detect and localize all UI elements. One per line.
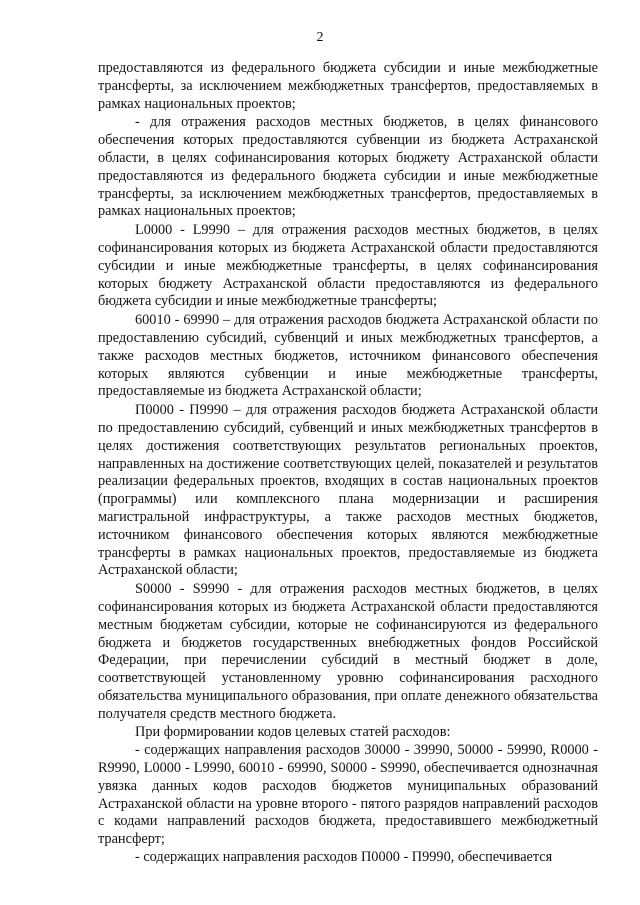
paragraph: - для отражения расходов местных бюджетов, в целях финансового обеспечения которых предоставляются субвенции из бюджета Астраханской области, в целях софинансирования которых бюджету Астраханской области предоставляются из федерального бюджета субсидии и иные межбюджетные трансферты, за исключением межбюджетных трансфертов, предоставляемых в рамках национальных проектов; [98, 114, 598, 220]
page-number: 2 [316, 30, 324, 45]
paragraph: - содержащих направления расходов П0000 - П9990, обеспечивается [135, 849, 553, 866]
paragraph: - содержащих направления расходов 30000 - 39990, 50000 - 59990, R0000 - R9990, L0000 - L9990, 60010 - 69990, S0000 - S9990, обеспечивается однозначная увязка данных кодов расходов бюджетов муниципальных образований Астраханской области на уровне второго - пятого разрядов направлений расходов с кодами направлений расходов бюджета, предоставившего межбюджетный трансферт; [98, 742, 598, 848]
paragraph: L0000 - L9990 – для отражения расходов местных бюджетов, в целях софинансирования которых из бюджета Астраханской области предоставляются субсидии и иные межбюджетные трансферты, в целях софинансирования которых бюджету Астраханской области предоставляются из федерального бюджета субсидии и иные межбюджетные трансферты; [98, 222, 598, 310]
paragraph: предоставляются из федерального бюджета субсидии и иные межбюджетные трансферты, за исключением межбюджетных трансфертов, предоставляемых в рамках национальных проектов; [98, 60, 598, 112]
paragraph: S0000 - S9990 - для отражения расходов местных бюджетов, в целях софинансирования которых из бюджета Астраханской области предоставляются местным бюджетам субсидии, которые не софинансируются из федерального бюджета и бюджетов государственных внебюджетных фондов Российской Федерации, при перечислении субсидий в местный бюджет в доле, соответствующей установленному уровню софинансирования расходного обязательства муниципального образования, при оплате денежного обязательства получателя средств местного бюджета. [98, 581, 598, 722]
paragraph: П0000 - П9990 – для отражения расходов бюджета Астраханской области по предоставлению субсидий, субвенций и иных межбюджетных трансфертов в целях достижения соответствующих результатов региональных проектов, направленных на достижение соответствующих целей, показателей и результатов реализации федеральных проектов, входящих в состав национальных проектов (программы) или комплексного плана модернизации и расширения магистральной инфраструктуры, а также расходов местных бюджетов, источником финансового обеспечения которых являются межбюджетные трансферты в рамках национальных проектов, предоставляемые из бюджета Астраханской области; [98, 402, 598, 579]
document-body [98, 60, 598, 867]
paragraph: При формировании кодов целевых статей расходов: [135, 724, 451, 741]
paragraph: 60010 - 69990 – для отражения расходов бюджета Астраханской области по предоставлению субсидий, субвенций и иных межбюджетных трансфертов, а также расходов местных бюджетов, источником финансового обеспечения которых являются субвенции и иные межбюджетные трансферты, предоставляемые из бюджета Астраханской области; [98, 312, 598, 400]
